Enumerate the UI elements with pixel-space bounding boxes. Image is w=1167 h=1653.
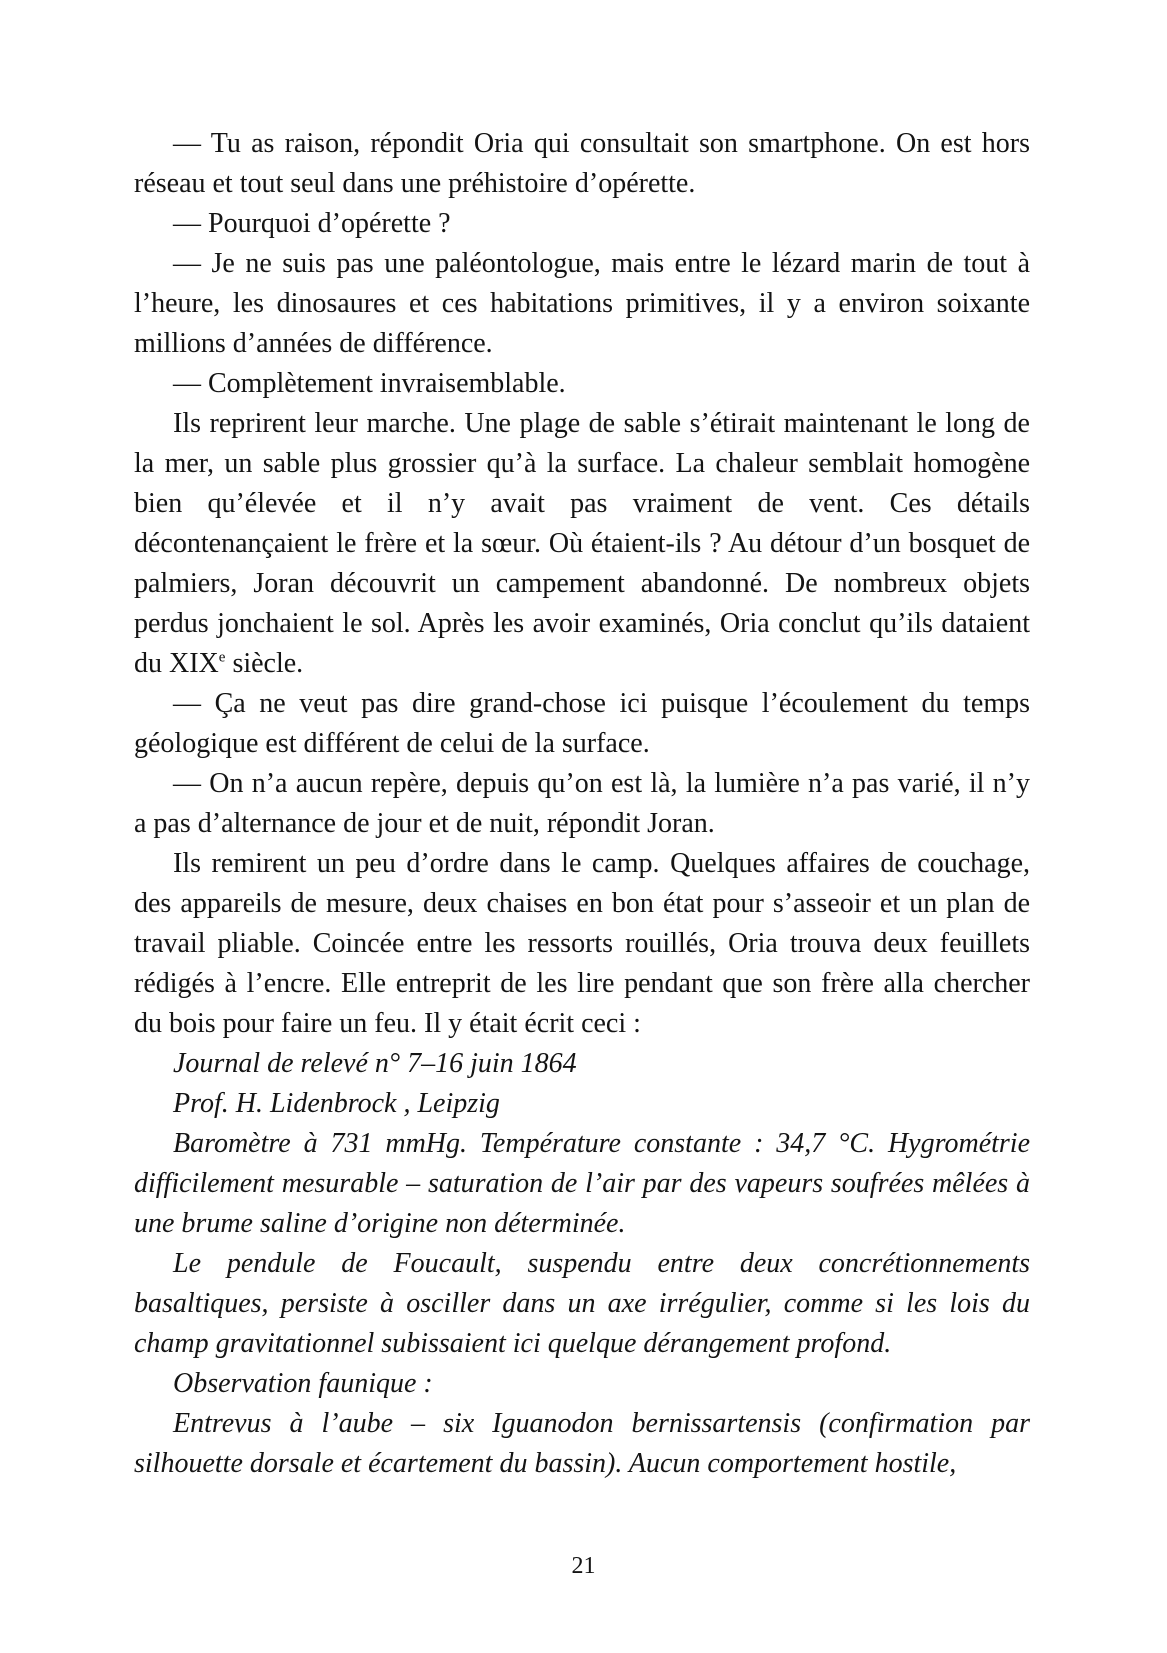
dialogue-paragraph: — Pourquoi d’opérette ? xyxy=(173,208,451,239)
journal-author: Prof. H. Lidenbrock , Leipzig xyxy=(173,1088,500,1119)
body-text xyxy=(134,124,1030,1484)
dialogue-paragraph: — On n’a aucun repère, depuis qu’on est là, la lumière n’a pas varié, il n’y a pas d’alternance de jour et de nuit, répondit Joran. xyxy=(134,768,1030,839)
narrative-paragraph xyxy=(134,404,1030,684)
journal-entry: Observation faunique : xyxy=(173,1368,433,1399)
dialogue-paragraph: — Complètement invraisemblable. xyxy=(173,368,566,399)
century-superscript: e xyxy=(218,649,226,666)
journal-entry: Le pendule de Foucault, suspendu entre deux concrétionnements basaltiques, persiste à osciller dans un axe irrégulier, comme si les lois du champ gravitationnel subissaient ici quelque dérangement profond. xyxy=(134,1248,1030,1359)
narrative-text: Ils reprirent leur marche. Une plage de sable s’étirait maintenant le long de la mer, un sable plus grossier qu’à la surface. La chaleur semblait homogène bien qu’élevée et il n’y avait pas vraiment de vent. Ces détails décontenançaient le frère et la sœur. Où étaient-ils ? Au détour d’un bosquet de palmiers, Joran découvrit un campement abandonné. De nombreux objets perdus jonchaient le sol. Après les avoir examinés, Oria conclut qu’ils dataient du XIX xyxy=(134,408,1030,679)
journal-heading: Journal de relevé n° 7–16 juin 1864 xyxy=(173,1048,577,1079)
narrative-paragraph: Ils remirent un peu d’ordre dans le camp. Quelques affaires de couchage, des appareils de mesure, deux chaises en bon état pour s’asseoir et un plan de travail pliable. Coincée entre les ressorts rouillés, Oria trouva deux feuillets rédigés à l’encre. Elle entreprit de les lire pendant que son frère alla chercher du bois pour faire un feu. Il y était écrit ceci : xyxy=(134,848,1030,1039)
dialogue-paragraph: — Tu as raison, répondit Oria qui consultait son smartphone. On est hors réseau et tout seul dans une préhistoire d’opérette. xyxy=(134,128,1030,199)
page-number: 21 xyxy=(571,1553,596,1579)
dialogue-paragraph: — Ça ne veut pas dire grand-chose ici puisque l’écoulement du temps géologique est différent de celui de la surface. xyxy=(134,688,1030,759)
narrative-text-end: siècle. xyxy=(225,648,304,679)
dialogue-paragraph: — Je ne suis pas une paléontologue, mais entre le lézard marin de tout à l’heure, les dinosaures et ces habitations primitives, il y a environ soixante millions d’années de différence. xyxy=(134,248,1030,359)
journal-entry: Entrevus à l’aube – six Iguanodon bernissartensis (confirmation par silhouette dorsale et écartement du bassin). Aucun comportement hostile, xyxy=(134,1408,1030,1479)
journal-entry: Baromètre à 731 mmHg. Température constante : 34,7 °C. Hygrométrie difficilement mesurable – saturation de l’air par des vapeurs soufrées mêlées à une brume saline d’origine non déterminée. xyxy=(134,1128,1030,1239)
